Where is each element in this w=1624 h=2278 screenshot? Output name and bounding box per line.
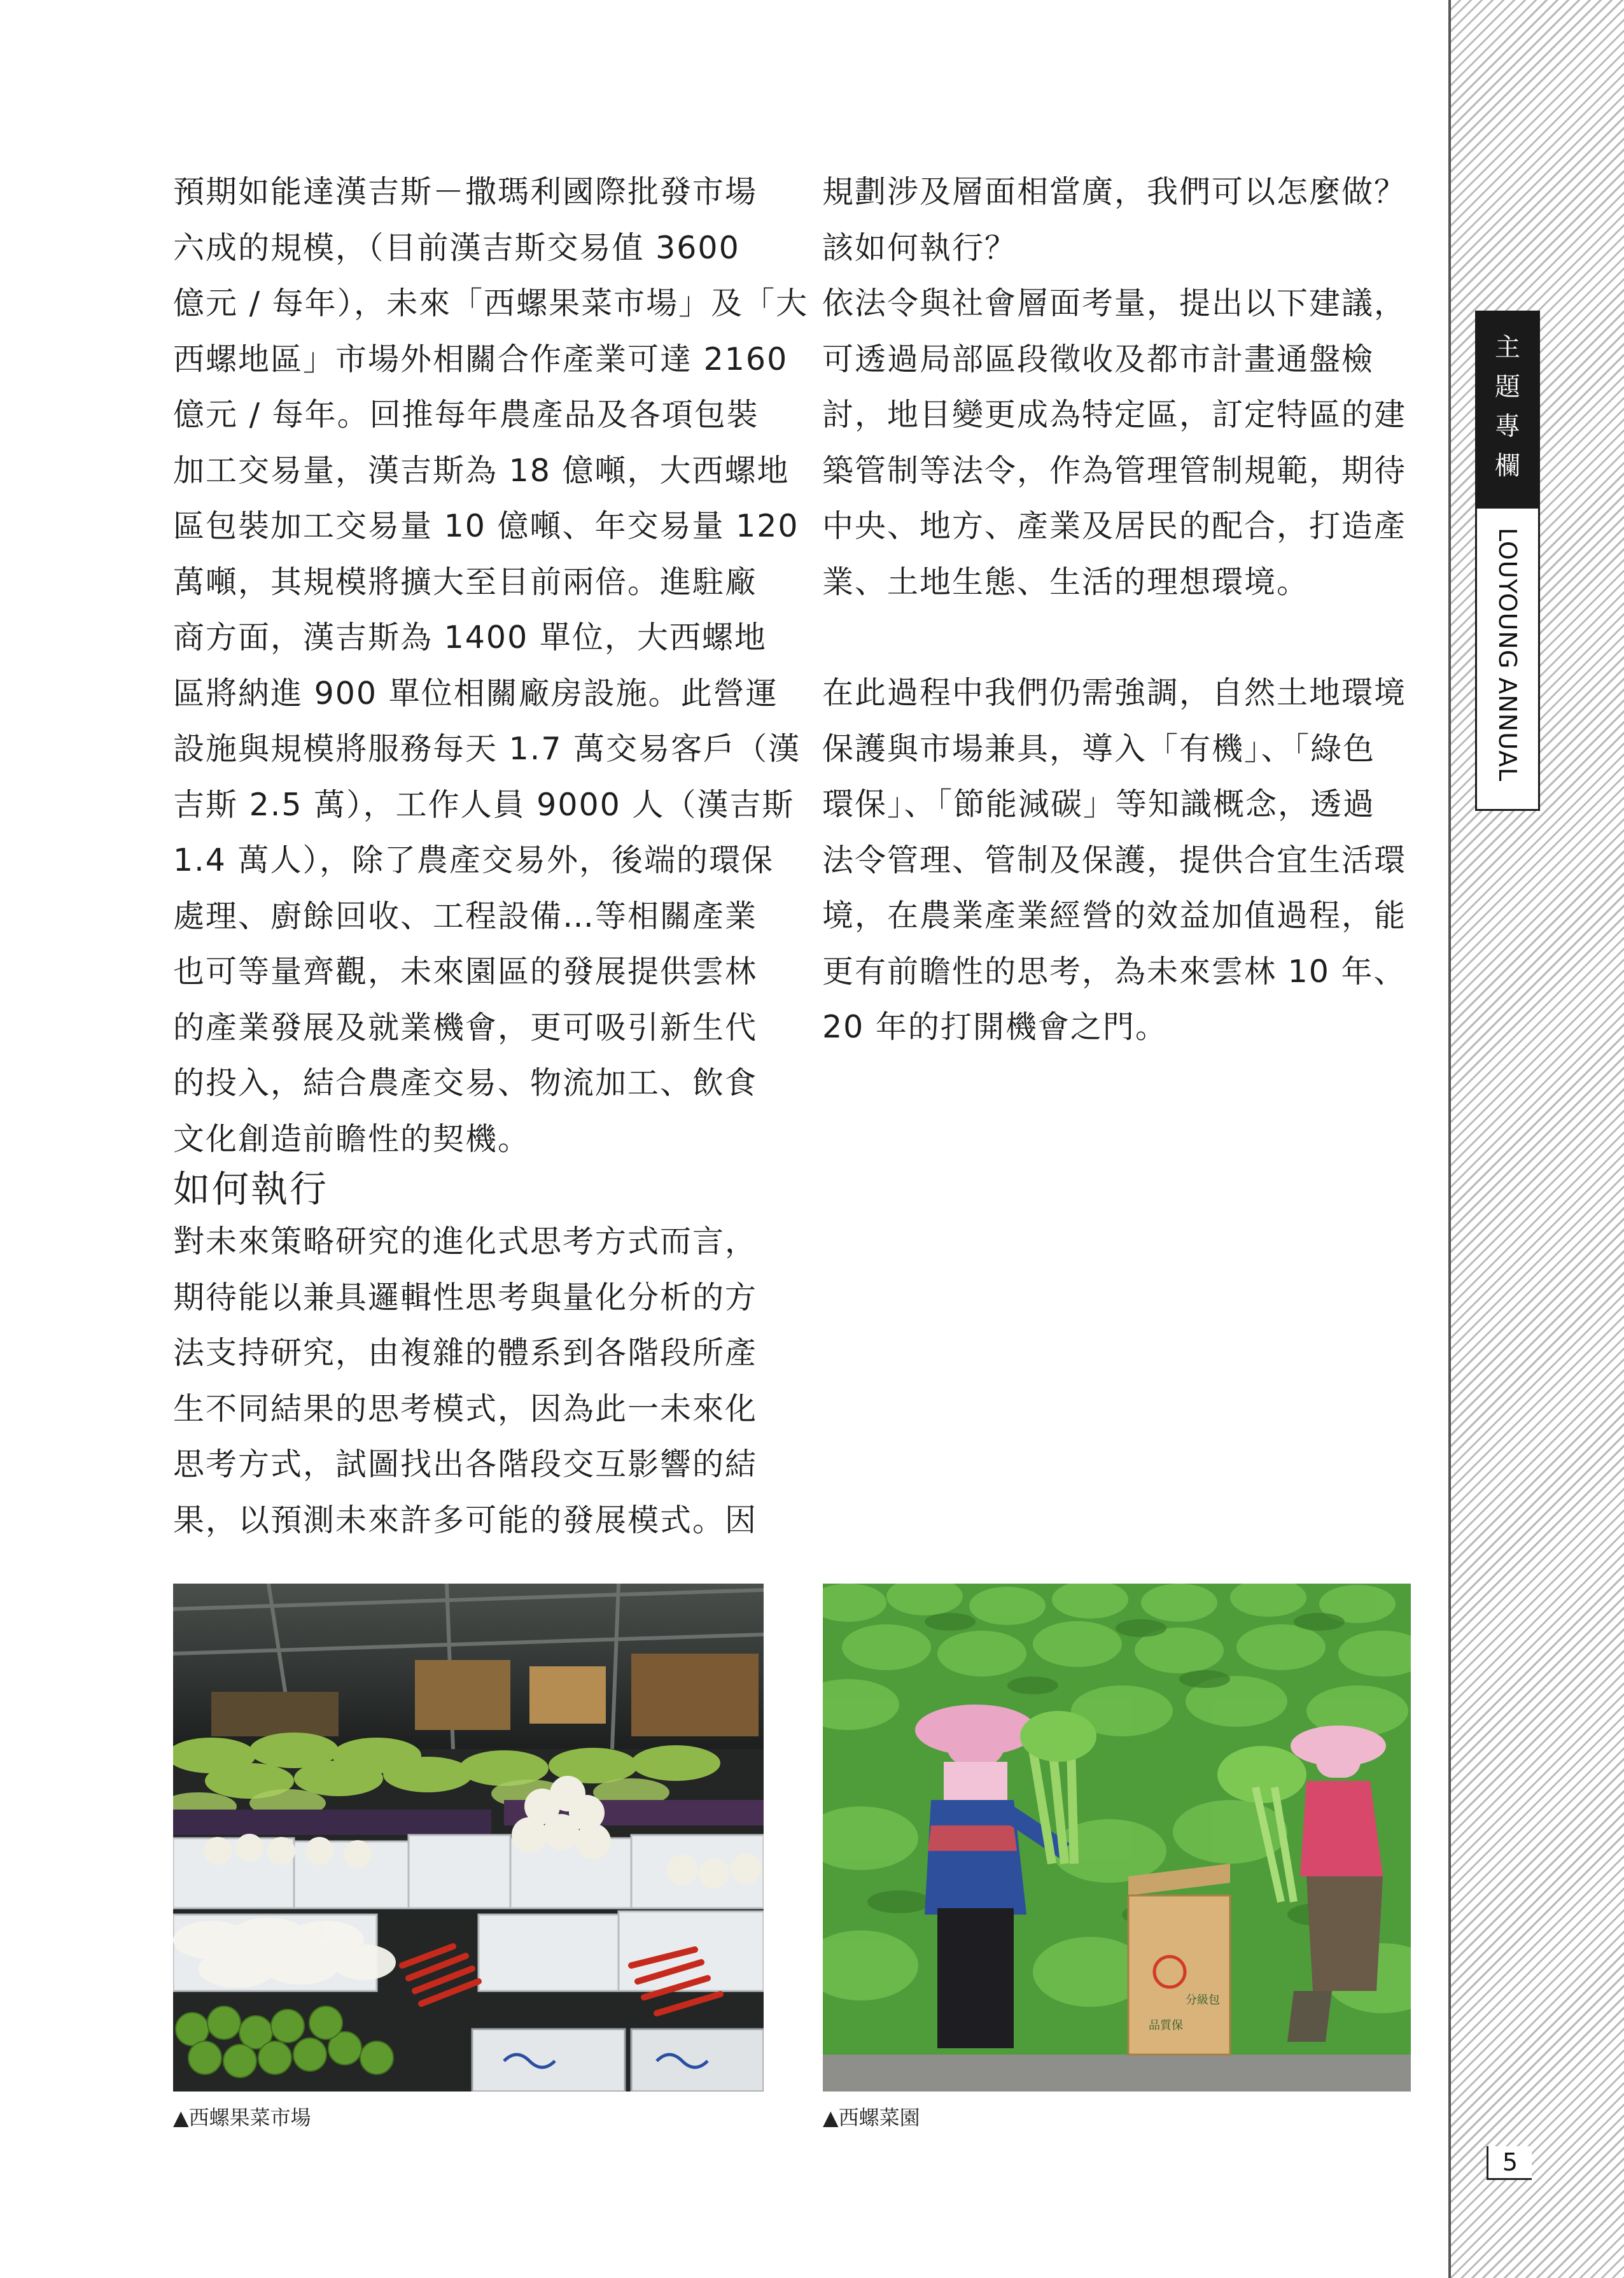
section-tab-char: 欄 <box>1495 451 1520 481</box>
page-number: 5 <box>1487 2146 1532 2180</box>
text-line: 億元 / 每年。回推每年農產品及各項包裝 <box>173 397 759 433</box>
text-line: 的產業發展及就業機會，更可吸引新生代 <box>173 1009 758 1046</box>
text-line: 保護與市場兼具，導入「有機」、「綠色 <box>822 730 1376 767</box>
text-line: 六成的規模，（目前漢吉斯交易值 3600 <box>173 229 740 266</box>
market-photo-illustration <box>173 1584 764 2092</box>
section-tab-title <box>1477 313 1538 509</box>
right-paragraph-1 <box>822 164 1433 610</box>
text-line: 果，以預測未來許多可能的發展模式。因 <box>173 1501 758 1538</box>
text-line: 商方面，漢吉斯為 1400 單位，大西螺地 <box>173 619 767 656</box>
text-line: 思考方式，試圖找出各階段交互影響的結 <box>173 1446 758 1482</box>
annual-label: LOUYOUNG ANNUAL <box>1494 528 1522 782</box>
box-label-2: 分級包 <box>1186 1993 1220 2007</box>
text-line: 西螺地區」市場外相關合作產業可達 2160 <box>173 341 788 377</box>
text-line: 吉斯 2.5 萬），工作人員 9000 人（漢吉斯 <box>173 786 795 823</box>
text-line: 預期如能達漢吉斯－撒瑪利國際批發市場 <box>173 174 758 210</box>
text-line: 規劃涉及層面相當廣，我們可以怎麼做？ <box>822 174 1407 210</box>
text-line: 生不同結果的思考模式，因為此一未來化 <box>173 1390 758 1427</box>
text-line: 境，在農業產業經營的效益加值過程，能 <box>822 897 1407 934</box>
text-line: 可透過局部區段徵收及都市計畫通盤檢 <box>822 341 1375 377</box>
section-heading: 如何執行 <box>173 1167 329 1211</box>
left-paragraph-1 <box>173 164 809 1167</box>
text-line: 億元 / 每年），未來「西螺果菜市場」及「大 <box>173 285 809 321</box>
text-line: 法支持研究，由複雜的體系到各階段所產 <box>173 1335 758 1371</box>
text-line: 討，地目變更成為特定區，訂定特區的建 <box>822 397 1407 433</box>
text-line: 的投入，結合農產交易、物流加工、飲食 <box>173 1065 758 1101</box>
garden-photo <box>823 1584 1411 2092</box>
text-line: 設施與規模將服務每天 1.7 萬交易客戶（漢 <box>173 731 801 767</box>
market-photo-caption: ▲西螺果菜市場 <box>173 2106 311 2130</box>
text-line: 處理、廚餘回收、工程設備…等相關產業 <box>173 897 758 934</box>
text-line: 加工交易量，漢吉斯為 18 億噸，大西螺地 <box>173 452 790 489</box>
text-line: 築管制等法令，作為管理管制規範，期待 <box>822 452 1407 489</box>
box-label-1: 品質保 <box>1149 2019 1183 2032</box>
text-line: 對未來策略研究的進化式思考方式而言， <box>173 1223 758 1260</box>
section-tab-char: 專 <box>1495 412 1520 441</box>
garden-photo-caption: ▲西螺菜園 <box>823 2106 920 2130</box>
garden-photo-illustration <box>823 1584 1411 2092</box>
right-paragraph-2 <box>822 665 1433 1055</box>
paragraph-gap <box>822 610 1433 665</box>
text-line: 中央、地方、產業及居民的配合，打造產 <box>822 508 1407 544</box>
right-column <box>822 164 1433 1055</box>
section-tab <box>1475 311 1540 811</box>
text-line: 20 年的打開機會之門。 <box>822 1009 1168 1045</box>
section-tab-char: 主 <box>1495 333 1520 362</box>
text-line: 更有前瞻性的思考，為未來雲林 10 年、 <box>822 953 1406 990</box>
section-tab-char: 題 <box>1495 372 1520 402</box>
text-line: 環保」、「節能減碳」等知識概念，透過 <box>822 786 1376 822</box>
text-line: 依法令與社會層面考量，提出以下建議， <box>822 285 1407 321</box>
text-line: 文化創造前瞻性的契機。 <box>173 1120 531 1157</box>
left-column <box>173 164 809 1548</box>
text-line: 區包裝加工交易量 10 億噸、年交易量 120 <box>173 508 799 544</box>
text-line: 在此過程中我們仍需強調，自然土地環境 <box>822 675 1407 711</box>
text-line: 該如何執行？ <box>822 229 1018 266</box>
text-line: 法令管理、管制及保護，提供合宜生活環 <box>822 841 1407 878</box>
text-line: 期待能以兼具邏輯性思考與量化分析的方 <box>173 1279 758 1316</box>
market-photo <box>173 1584 764 2092</box>
left-paragraph-2 <box>173 1214 771 1548</box>
text-line: 業、土地生態、生活的理想環境。 <box>822 563 1310 600</box>
text-line: 1.4 萬人），除了農產交易外，後端的環保 <box>173 842 774 878</box>
annual-label-box <box>1477 509 1538 809</box>
text-line: 區將納進 900 單位相關廠房設施。此營運 <box>173 675 778 712</box>
text-line: 萬噸，其規模將擴大至目前兩倍。進駐廠 <box>173 563 758 600</box>
text-line: 也可等量齊觀，未來園區的發展提供雲林 <box>173 953 758 990</box>
